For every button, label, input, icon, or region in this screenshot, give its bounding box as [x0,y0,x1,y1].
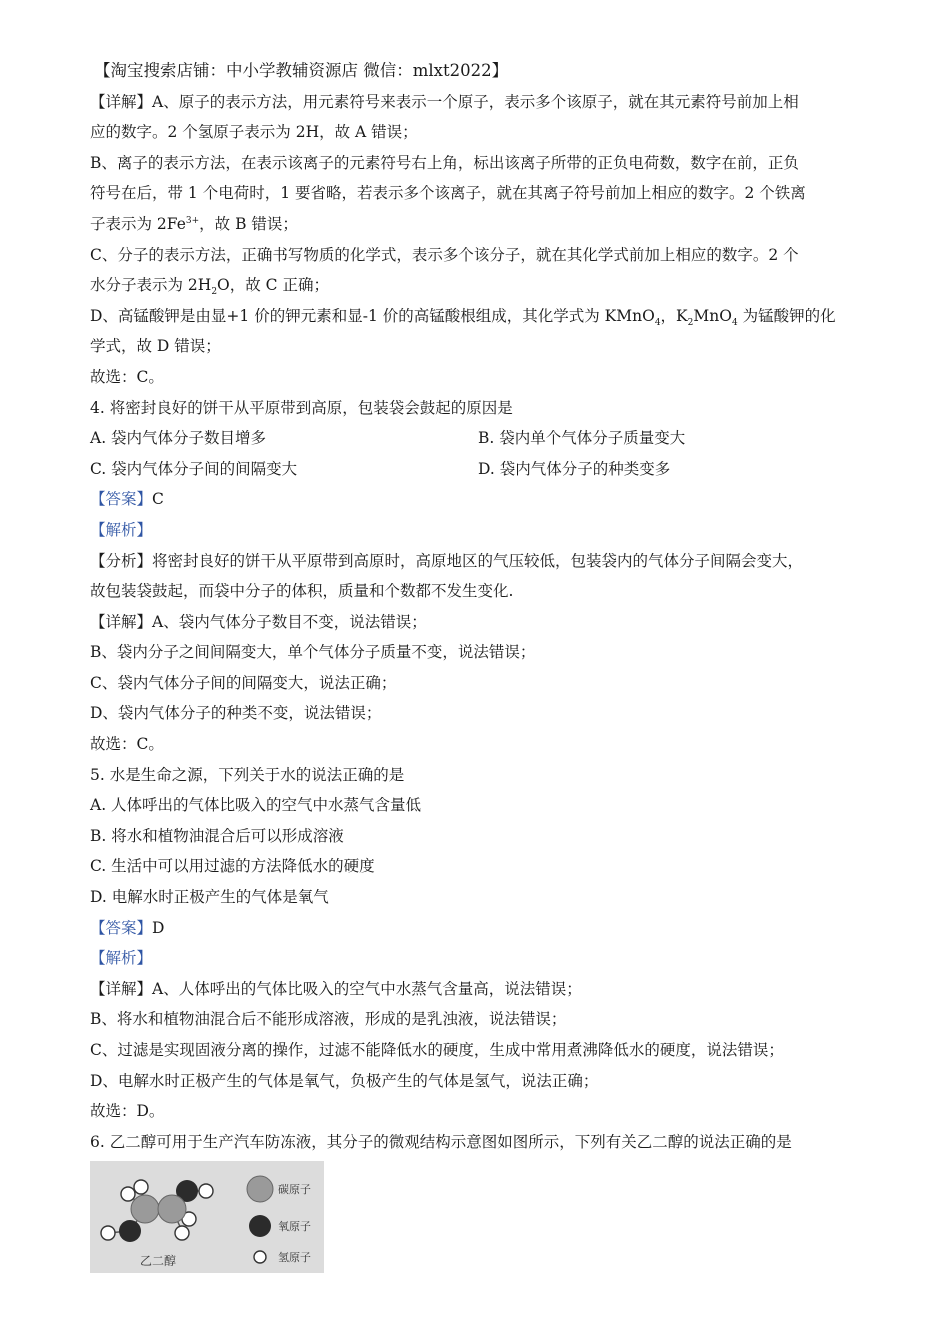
q3-detail-b: B、离子的表示方法，在表示该离子的元素符号右上角，标出该离子所带的正负电荷数，数字在前，正负 [90,153,799,172]
q3-detail-d [90,301,870,332]
q4-detail-b: B、袋内分子之间间隔变大，单个气体分子质量不变，说法错误； [90,643,536,662]
answer-tag: 【答案】 [90,918,153,937]
h2-subscript: 2 [211,287,218,298]
molecule-diagram [90,1161,324,1273]
q4-analysis-tag: 【解析】 [90,520,153,539]
q4-option-d: D. 袋内气体分子的种类变多 [478,459,671,478]
q5-option-c: C. 生活中可以用过滤的方法降低水的硬度 [90,857,375,876]
oxygen-atom [119,1220,141,1242]
ethylene-glycol-figure [90,1161,324,1273]
q5-answer [90,913,870,944]
q4-fenxi-cont: 故包装袋鼓起，而袋中分子的体积，质量和个数都不发生变化. [90,582,514,601]
q4-option-a: A. 袋内气体分子数目增多 [90,429,267,448]
fe-charge: 3+ [185,215,200,226]
q5-stem: 5. 水是生命之源，下列关于水的说法正确的是 [90,765,405,784]
q4-detail-c: C、袋内气体分子间的间隔变大，说法正确； [90,673,397,692]
q4-answer [90,484,870,515]
mno4-subscript: 4 [731,317,738,328]
q3-detail-d-tail: 为锰酸钾的化 [737,306,836,325]
q5-analysis-tag: 【解析】 [90,949,153,968]
q6-stem: 6. 乙二醇可用于生产汽车防冻液，其分子的微观结构示意图如图所示，下列有关乙二醇的说法正确的是 [90,1132,792,1151]
q4-option-c: C. 袋内气体分子间的间隔变大 [90,459,298,478]
molecule-label: 乙二醇 [140,1254,177,1269]
q3-detail-d-cont: 学式，故 D 错误； [90,337,221,356]
q5-detail-b: B、将水和植物油混合后不能形成溶液，形成的是乳浊液，说法错误； [90,1010,567,1029]
q5-option-d: D. 电解水时正极产生的气体是氧气 [90,888,329,907]
q3-detail-c: C、分子的表示方法，正确书写物质的化学式，表示多个该分子，就在其化学式前加上相应的数字。2 个 [90,245,799,264]
legend-oxygen-swatch [249,1215,271,1237]
q4-detail-a: 【详解】A、袋内气体分子数目不变，说法错误； [90,612,427,631]
q3-detail-b-cont2 [90,209,870,240]
legend-oxygen-label: 氧原子 [278,1220,311,1234]
page-header: 【淘宝搜索店铺：中小学教辅资源店 微信：mlxt2022】 [94,61,509,80]
q3-detail-c-text: 水分子表示为 2H [90,276,212,295]
q4-option-b: B. 袋内单个气体分子质量变大 [478,429,686,448]
q3-detail-a-cont: 应的数字。2 个氢原子表示为 2H，故 A 错误； [90,123,418,142]
q4-detail-d: D、袋内气体分子的种类不变，说法错误； [90,704,382,723]
q4-stem: 4. 将密封良好的饼干从平原带到高原，包装袋会鼓起的原因是 [90,398,513,417]
q3-detail-d-mno: MnO [693,306,732,325]
carbon-atom [158,1195,186,1223]
q3-detail-b-text: 子表示为 2Fe [90,214,186,233]
q4-options-row2 [90,454,870,485]
q4-answer-value: C [152,490,164,509]
hydrogen-atom [101,1226,115,1240]
hydrogen-atom [134,1180,148,1194]
legend-carbon-label: 碳原子 [278,1183,311,1197]
q5-detail-a: 【详解】A、人体呼出的气体比吸入的空气中水蒸气含量高，说法错误； [90,979,582,998]
q4-fenxi: 【分析】将密封良好的饼干从平原带到高原时，高原地区的气压较低，包装袋内的气体分子间隔会变大， [90,551,804,570]
hydrogen-atom [199,1184,213,1198]
kmno4-subscript: 4 [654,317,661,328]
q3-detail-d-text: D、高锰酸钾是由显+1 价的钾元素和显-1 价的高锰酸根组成，其化学式为 KMnO [90,306,655,325]
legend-hydrogen-swatch [254,1251,266,1263]
q5-choose: 故选：D。 [90,1102,165,1121]
q3-choose: 故选：C。 [90,367,164,386]
legend-carbon-swatch [247,1176,273,1202]
q4-choose: 故选：C。 [90,735,164,754]
q3-detail-b-cont: 符号在后，带 1 个电荷时，1 要省略，若表示多个该离子，就在其离子符号前加上相应的数字。2 个铁离 [90,184,806,203]
q3-detail-d-k: ，K [660,306,688,325]
document-page [90,56,870,1273]
carbon-atom [131,1195,159,1223]
q5-detail-d: D、电解水时正极产生的气体是氧气，负极产生的气体是氢气，说法正确； [90,1071,599,1090]
q3-detail-c-cont [90,270,870,301]
hydrogen-atom [175,1226,189,1240]
hydrogen-atom [121,1187,135,1201]
answer-tag: 【答案】 [90,490,153,509]
k2-subscript: 2 [687,317,694,328]
q5-detail-c: C、过滤是实现固液分离的操作，过滤不能降低水的硬度，生成中常用煮沸降低水的硬度，说法错误； [90,1041,784,1059]
q5-option-a: A. 人体呼出的气体比吸入的空气中水蒸气含量低 [90,796,422,815]
legend-hydrogen-label: 氢原子 [278,1251,311,1265]
q3-detail-c-tail: O，故 C 正确； [217,276,329,295]
q5-option-b: B. 将水和植物油混合后可以形成溶液 [90,826,344,845]
q5-answer-value: D [152,918,165,937]
q3-detail-a: 【详解】A、原子的表示方法，用元素符号来表示一个原子，表示多个该原子，就在其元素符号前加上相 [90,92,799,111]
q4-options-row1 [90,423,870,454]
q3-detail-b-tail: ，故 B 错误； [199,214,298,233]
